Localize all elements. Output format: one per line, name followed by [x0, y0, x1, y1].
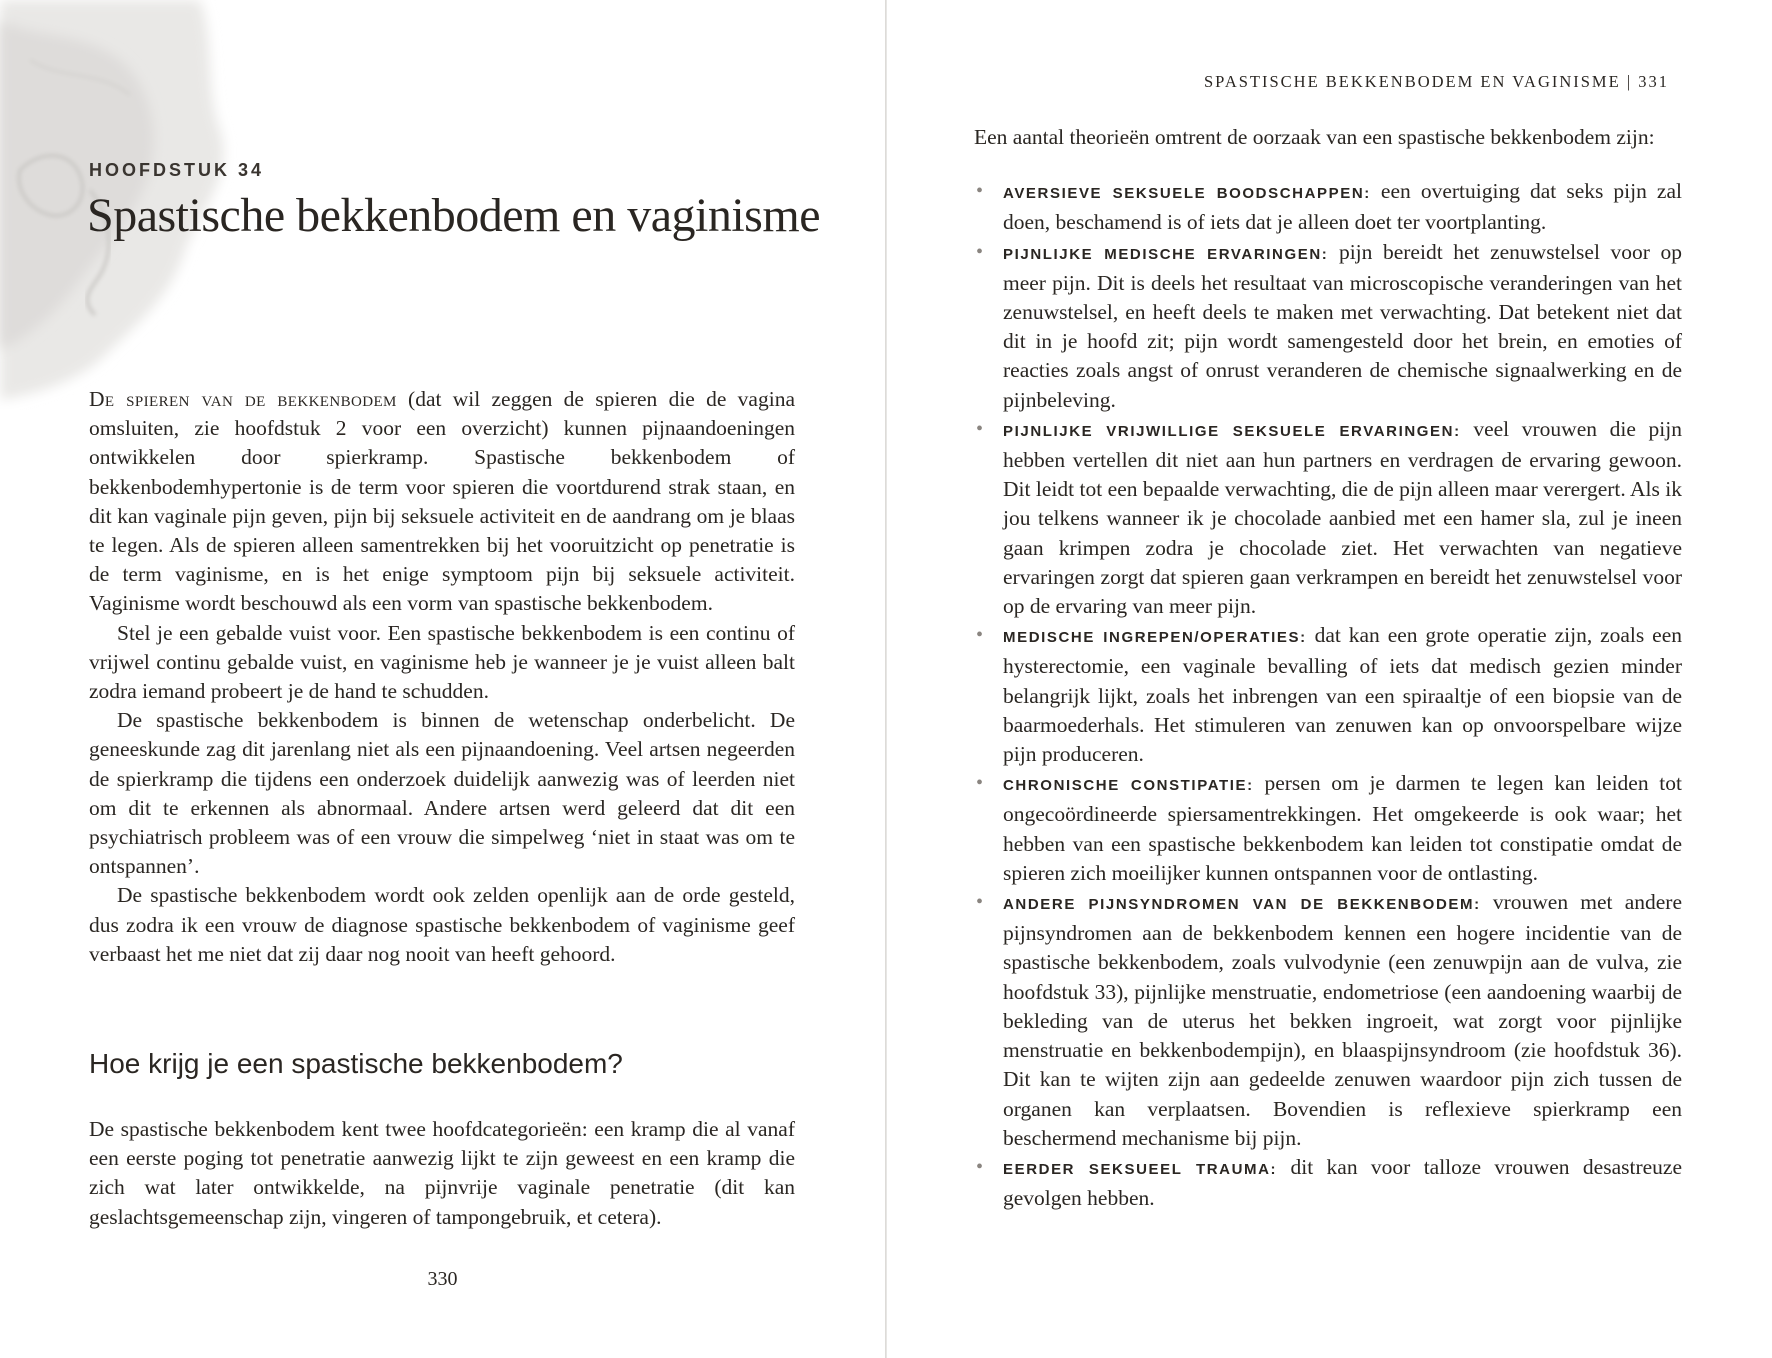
right-page — [887, 0, 1772, 1358]
list-item-text: vrouwen met andere pijnsyndromen aan de bekkenbodem kennen een hogere incidentie van de spastische bekkenbodem, zoals vulvodynie (een zenuwpijn aan de vulva, zie hoofdstuk 33), pijnlijke menstruatie, endometriose (een aandoening waarbij de bekleding van de uterus het bekken ingroeit, wat zorgt voor pijnlijke menstruatie en bekkenbodempijn), en blaaspijnsyndroom (zie hoofdstuk 36). Dit kan te wijten zijn aan gedeelde zenuwen waardoor pijn zich tussen de organen kan verplaatsen. Bovendien is reflexieve spierkramp een beschermend mechanisme bij pijn. — [1003, 890, 1682, 1150]
section-heading: Hoe krijg je een spastische bekkenbodem? — [89, 1048, 623, 1079]
list-item-term: MEDISCHE INGREPEN/OPERATIES: — [1003, 629, 1307, 647]
body-paragraph: De spastische bekkenbodem wordt ook zelden openlijk aan de orde gesteld, dus zodra ik een vrouw de diagnose spastische bekkenbodem of vaginisme geef verbaast het me niet dat zij daar nog nooit van heeft gehoord. — [89, 883, 795, 966]
list-item-text: persen om je darmen te legen kan leiden tot ongecoördineerde spiersamentrekkingen. Het omgekeerde is ook waar; het hebben van een spastische bekkenbodem kan leiden tot constipatie omdat de spieren zich moeilijker kunnen ontspannen voor de ontlasting. — [1003, 771, 1682, 885]
chapter-label: HOOFDSTUK 34 — [89, 160, 265, 180]
list-item — [974, 238, 1682, 415]
bullet-icon: • — [976, 772, 984, 795]
list-item — [974, 769, 1682, 888]
list-item-text: dat kan een grote operatie zijn, zoals een hysterectomie, een vaginale bevalling of iets dat medisch gezien minder belangrijk lijkt, zoals het inbrengen van een spiraaltje of een biopsie van de baarmoederhals. Het stimuleren van zenuwen kan op onvoorspelbare wijze pijn produceren. — [1003, 623, 1682, 767]
body-paragraph: Stel je een gebalde vuist voor. Een spastische bekkenbodem is een continu of vrijwel continu gebalde vuist, en vaginisme heb je wanneer je je vuist alleen balt zodra iemand probeert je de hand te schudden. — [89, 620, 795, 704]
chapter-title: Spastische bekkenbodem en vaginisme — [87, 189, 820, 242]
bullet-icon: • — [976, 891, 984, 914]
bullet-icon: • — [976, 240, 984, 263]
bullet-icon: • — [976, 624, 984, 647]
list-item-text: dit kan voor talloze vrouwen desastreuze gevolgen hebben. — [1003, 1154, 1682, 1211]
list-item-text: veel vrouwen die pijn hebben vertellen dit niet aan hun partners en verdragen de ervaring gewoon. Dit leidt tot een bepaalde verwachting, die de pijn alleen maar verergert. Als ik jou telkens wanneer ik je chocolade aanbied met een hamer sla, zul je ineen gaan krimpen zodra je chocolade ziet. Het verwachten van negatieve ervaringen zorgt dat spieren gaan verkrampen en bereidt het zenuwstelsel voor op de ervaring van meer pijn. — [1003, 416, 1682, 619]
list-item-text: pijn bereidt het zenuwstelsel voor op meer pijn. Dit is deels het resultaat van microscopische veranderingen van het zenuwstelsel, en heeft deels te maken met verwachting. Dat betekent niet dat dit in je hoofd zit; pijn wordt samengesteld door het brein, en emoties of reacties zoals angst of onrust veranderen de chemische signaalwerking en de pijnbeleving. — [1003, 239, 1682, 412]
theory-list — [974, 177, 1682, 1213]
list-item-term: EERDER SEKSUEEL TRAUMA: — [1003, 1160, 1278, 1178]
list-item — [974, 1153, 1682, 1213]
running-head: SPASTISCHE BEKKENBODEM EN VAGINISME | 331 — [1203, 72, 1669, 91]
paragraph-text: (dat wil zeggen de spieren die de vagina omsluiten, zie hoofdstuk 2 voor een overzicht) kunnen pijnaandoeningen ontwikkelen door spierkramp. Spastische bekkenbodem of bekkenbodemhypertonie is de term voor spieren die voortdurend strak staan, en dit kan vaginale pijn geven, pijn bij seksuele activiteit en de aandrang om je blaas te legen. Als de spieren alleen samentrekken bij het vooruitzicht op penetratie is de term vaginisme, en is het enige symptoom pijn bij seksuele activiteit. Vaginisme wordt beschouwd als een vorm van spastische bekkenbodem. — [89, 387, 795, 616]
body-paragraph — [89, 385, 795, 619]
body-paragraph: De spastische bekkenbodem kent twee hoofdcategorieën: een kramp die al vanaf een eerste poging tot penetratie aanwezig lijkt te zijn geweest en een kramp die zich wat later ontwikkelde, na pijnvrije vaginale penetratie (dit kan geslachtsgemeenschap zijn, vingeren of tampongebruik, et cetera). — [89, 1117, 795, 1229]
right-body — [974, 123, 1682, 1213]
list-item — [974, 415, 1682, 621]
page-number: 330 — [427, 1268, 458, 1290]
list-item-term: ANDERE PIJNSYNDROMEN VAN DE BEKKENBODEM: — [1003, 896, 1481, 914]
list-item — [974, 888, 1682, 1153]
left-page — [0, 0, 885, 1358]
bullet-icon: • — [976, 1155, 984, 1178]
intro-paragraph: Een aantal theorieën omtrent de oorzaak van een spastische bekkenbodem zijn: — [974, 125, 1655, 149]
list-item-term: CHRONISCHE CONSTIPATIE: — [1003, 777, 1254, 795]
body-paragraph: De spastische bekkenbodem is binnen de wetenschap onderbelicht. De geneeskunde zag dit jarenlang niet als een pijnaandoening. Veel artsen negeerden de spierkramp die tijdens een onderzoek duidelijk aanwezig was of leerden niet om dit te erkennen als abnormaal. Andere artsen werd geleerd dat dit een psychiatrisch probleem was of een vrouw die simpelweg ‘niet in staat was om te ontspannen’. — [89, 708, 795, 879]
list-item — [974, 621, 1682, 769]
chapter-body — [89, 385, 795, 969]
list-item-term: PIJNLIJKE MEDISCHE ERVARINGEN: — [1003, 245, 1329, 263]
list-item-text: een overtuiging dat seks pijn zal doen, beschamend is of iets dat je alleen doet ter voortplanting. — [1003, 179, 1682, 235]
list-item — [974, 177, 1682, 237]
paragraph-lead-in: De spieren van de bekkenbodem — [89, 387, 397, 411]
list-item-term: AVERSIEVE SEKSUELE BOODSCHAPPEN: — [1003, 185, 1371, 203]
bullet-icon: • — [976, 180, 984, 203]
bullet-icon: • — [976, 417, 984, 440]
section-body — [89, 1115, 795, 1232]
list-item-term: PIJNLIJKE VRIJWILLIGE SEKSUELE ERVARINGEN: — [1003, 422, 1461, 440]
